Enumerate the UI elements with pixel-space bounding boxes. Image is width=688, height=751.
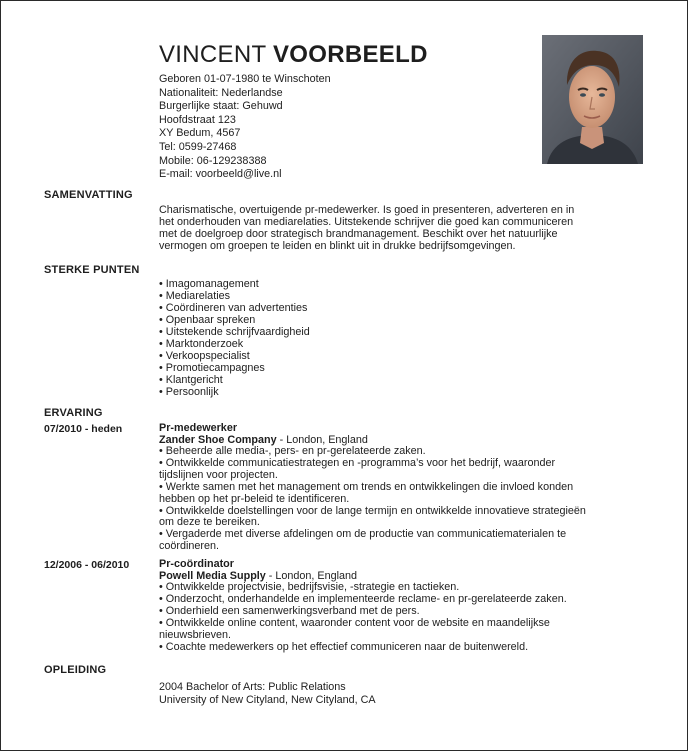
job-dates: 07/2010 - heden	[44, 423, 123, 435]
job-duty-line: hebben op het pr-beleid te identificeren.	[159, 492, 350, 505]
birth-info: Geboren 01-07-1980 te Winschoten	[159, 73, 331, 85]
section-title-education: OPLEIDING	[44, 664, 107, 676]
job-duty-line: coördineren.	[159, 540, 220, 553]
last-name: VOORBEELD	[272, 41, 428, 68]
skill-item: • Marktonderzoek	[159, 338, 644, 350]
summary-line: het onderhouden van mediarelaties. Uitstekende schrijver die goed kan communiceren	[159, 216, 574, 228]
skill-item: • Promotiecampagnes	[159, 362, 644, 374]
company-location: - London, England	[276, 434, 368, 446]
education-school: University of New Cityland, New Cityland, CA	[159, 693, 376, 706]
skill-item: • Imagomanagement	[159, 278, 644, 290]
first-name: VINCENT	[159, 41, 267, 68]
mobile: Mobile: 06-129238388	[159, 154, 267, 167]
skill-item: • Klantgericht	[159, 374, 644, 386]
job-duty-line: om deze te bereiken.	[159, 516, 260, 529]
job-entry	[159, 422, 644, 553]
skill-item: • Coördineren van advertenties	[159, 302, 644, 314]
job-duty-line: • Beheerde alle media-, pers- en pr-gerelateerde zaken.	[159, 445, 426, 457]
job-duty-line: • Ontwikkelde online content, waaronder content voor de website en maandelijkse	[159, 616, 550, 629]
skills-list	[159, 278, 644, 398]
job-title: Pr-medewerker	[159, 422, 238, 434]
job-duty-line: tijdslijnen voor projecten.	[159, 468, 278, 481]
job-duty-line: • Coachte medewerkers op het effectief communiceren naar de buitenwereld.	[159, 640, 529, 653]
summary-line: met de doelgroep door strategisch brandmanagement. Beschikt over het natuurlijke	[159, 228, 558, 240]
section-title-summary: SAMENVATTING	[44, 189, 133, 201]
job-duty-line: nieuwsbrieven.	[159, 628, 232, 641]
profile-photo-image	[542, 35, 643, 164]
job-dates: 12/2006 - 06/2010	[44, 559, 130, 571]
skill-item: • Openbaar spreken	[159, 314, 644, 326]
skill-item: • Persoonlijk	[159, 386, 644, 398]
phone: Tel: 0599-27468	[159, 140, 237, 153]
summary-text	[159, 204, 644, 252]
nationality: Nationaliteit: Nederlandse	[159, 86, 283, 99]
job-duty-line: • Ontwikkelde doelstellingen voor de lange termijn en ontwikkelde innovatieve strategieën	[159, 504, 586, 517]
skill-item: • Verkoopspecialist	[159, 350, 644, 362]
job-duty-line: • Ontwikkelde communicatiestrategen en -programma’s voor het bedrijf, waaronder	[159, 456, 556, 469]
job-entry	[159, 558, 644, 653]
education-details	[159, 681, 644, 706]
summary-line: Charismatische, overtuigende pr-medewerker. Is goed in presenteren, adverteren en in	[159, 204, 575, 216]
company-name: Zander Shoe Company	[159, 434, 277, 446]
job-duty-line: • Vergaderde met diverse afdelingen om de productie van communicatiematerialen te	[159, 528, 567, 541]
job-duty-line: • Onderzocht, onderhandelde en implementeerde reclame- en pr-gerelateerde zaken.	[159, 592, 567, 605]
skill-item: • Mediarelaties	[159, 290, 644, 302]
company-location: - London, England	[265, 570, 358, 582]
profile-photo	[542, 35, 643, 164]
resume-header	[159, 40, 529, 182]
section-title-skills: STERKE PUNTEN	[44, 264, 140, 276]
email: E-mail: voorbeeld@live.nl	[159, 168, 282, 181]
contact-details	[159, 73, 529, 182]
street-address: Hoofdstraat 123	[159, 113, 236, 126]
postal-city: XY Bedum, 4567	[159, 127, 241, 140]
job-duty-line: • Ontwikkelde projectvisie, bedrijfsvisie, -strategie en tactieken.	[159, 581, 460, 593]
education-degree: 2004 Bachelor of Arts: Public Relations	[159, 681, 346, 693]
job-duty-line: • Onderhield een samenwerkingsverband met de pers.	[159, 604, 420, 617]
candidate-name	[159, 40, 529, 70]
marital-status: Burgerlijke staat: Gehuwd	[159, 100, 283, 113]
skill-item: • Uitstekende schrijfvaardigheid	[159, 326, 644, 338]
summary-line: vermogen om groepen te leiden en blinkt uit in drukke bedrijfsomgevingen.	[159, 240, 516, 252]
job-title: Pr-coördinator	[159, 558, 234, 570]
section-title-experience: ERVARING	[44, 407, 103, 419]
job-duty-line: • Werkte samen met het management om trends en ontwikkelingen die invloed konden	[159, 480, 574, 493]
company-name: Powell Media Supply	[159, 570, 266, 582]
